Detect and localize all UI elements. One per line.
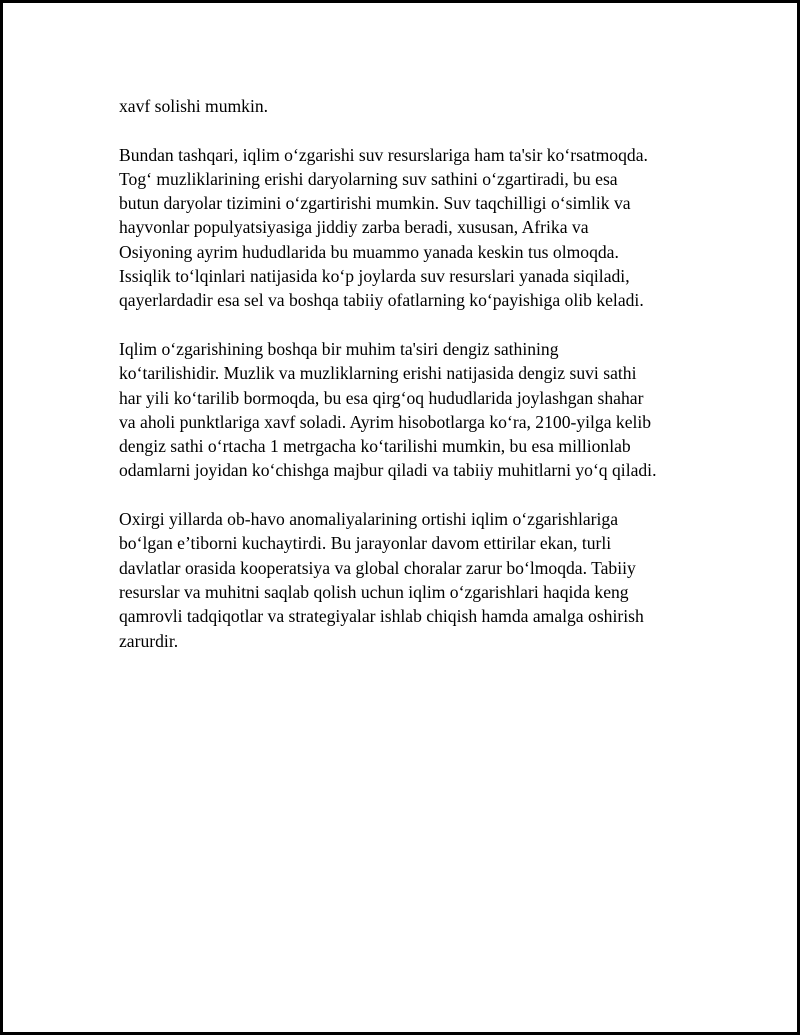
paragraph-gap bbox=[119, 483, 699, 507]
text-line: Iqlim o‘zgarishining boshqa bir muhim ta'siri dengiz sathining bbox=[119, 338, 559, 359]
paragraph-4 bbox=[119, 507, 699, 653]
text-line: ko‘tarilishidir. Muzlik va muzliklarning erishi natijasida dengiz suvi sathi bbox=[119, 363, 637, 384]
text-line: butun daryolar tizimini o‘zgartirishi mumkin. Suv taqchilligi o‘simlik va bbox=[119, 193, 631, 214]
text-line: har yili ko‘tarilib bormoqda, bu esa qirg‘oq hududlarida joylashgan shahar bbox=[119, 387, 644, 408]
text-line: Bundan tashqari, iqlim o‘zgarishi suv resurslariga ham ta'sir ko‘rsatmoqda. bbox=[119, 144, 648, 165]
document-body bbox=[119, 94, 699, 653]
text-line: hayvonlar populyatsiyasiga jiddiy zarba beradi, xususan, Afrika va bbox=[119, 217, 589, 238]
paragraph-2 bbox=[119, 143, 699, 313]
text-line: Oxirgi yillarda ob-havo anomaliyalarining ortishi iqlim o‘zgarishlariga bbox=[119, 509, 619, 530]
text-line: qamrovli tadqiqotlar va strategiyalar ishlab chiqish hamda amalga oshirish bbox=[119, 606, 644, 627]
text-line: bo‘lgan e’tiborni kuchaytirdi. Bu jarayonlar davom ettirilar ekan, turli bbox=[119, 533, 612, 554]
text-line: dengiz sathi o‘rtacha 1 metrgacha ko‘tarilishi mumkin, bu esa millionlab bbox=[119, 436, 631, 457]
text-line: Tog‘ muzliklarining erishi daryolarning suv sathini o‘zgartiradi, bu esa bbox=[119, 168, 618, 189]
paragraph-3 bbox=[119, 337, 699, 483]
text-line: zarurdir. bbox=[119, 630, 179, 651]
text-line: resurslar va muhitni saqlab qolish uchun iqlim o‘zgarishlari haqida keng bbox=[119, 581, 629, 602]
text-line: qayerlardadir esa sel va boshqa tabiiy ofatlarning ko‘payishiga olib keladi. bbox=[119, 290, 644, 311]
paragraph-gap bbox=[119, 118, 699, 142]
text-line: xavf solishi mumkin. bbox=[119, 96, 269, 116]
text-line: Issiqlik to‘lqinlari natijasida ko‘p joylarda suv resurslari yanada siqiladi, bbox=[119, 266, 630, 287]
text-line: davlatlar orasida kooperatsiya va global choralar zarur bo‘lmoqda. Tabiiy bbox=[119, 557, 636, 578]
text-line: va aholi punktlariga xavf soladi. Ayrim hisobotlarga ko‘ra, 2100-yilga kelib bbox=[119, 411, 652, 432]
text-line: odamlarni joyidan ko‘chishga majbur qiladi va tabiiy muhitlarni yo‘q qiladi. bbox=[119, 460, 657, 481]
text-line: Osiyoning ayrim hududlarida bu muammo yanada keskin tus olmoqda. bbox=[119, 241, 619, 262]
paragraph-1 bbox=[119, 94, 699, 118]
paragraph-gap bbox=[119, 313, 699, 337]
